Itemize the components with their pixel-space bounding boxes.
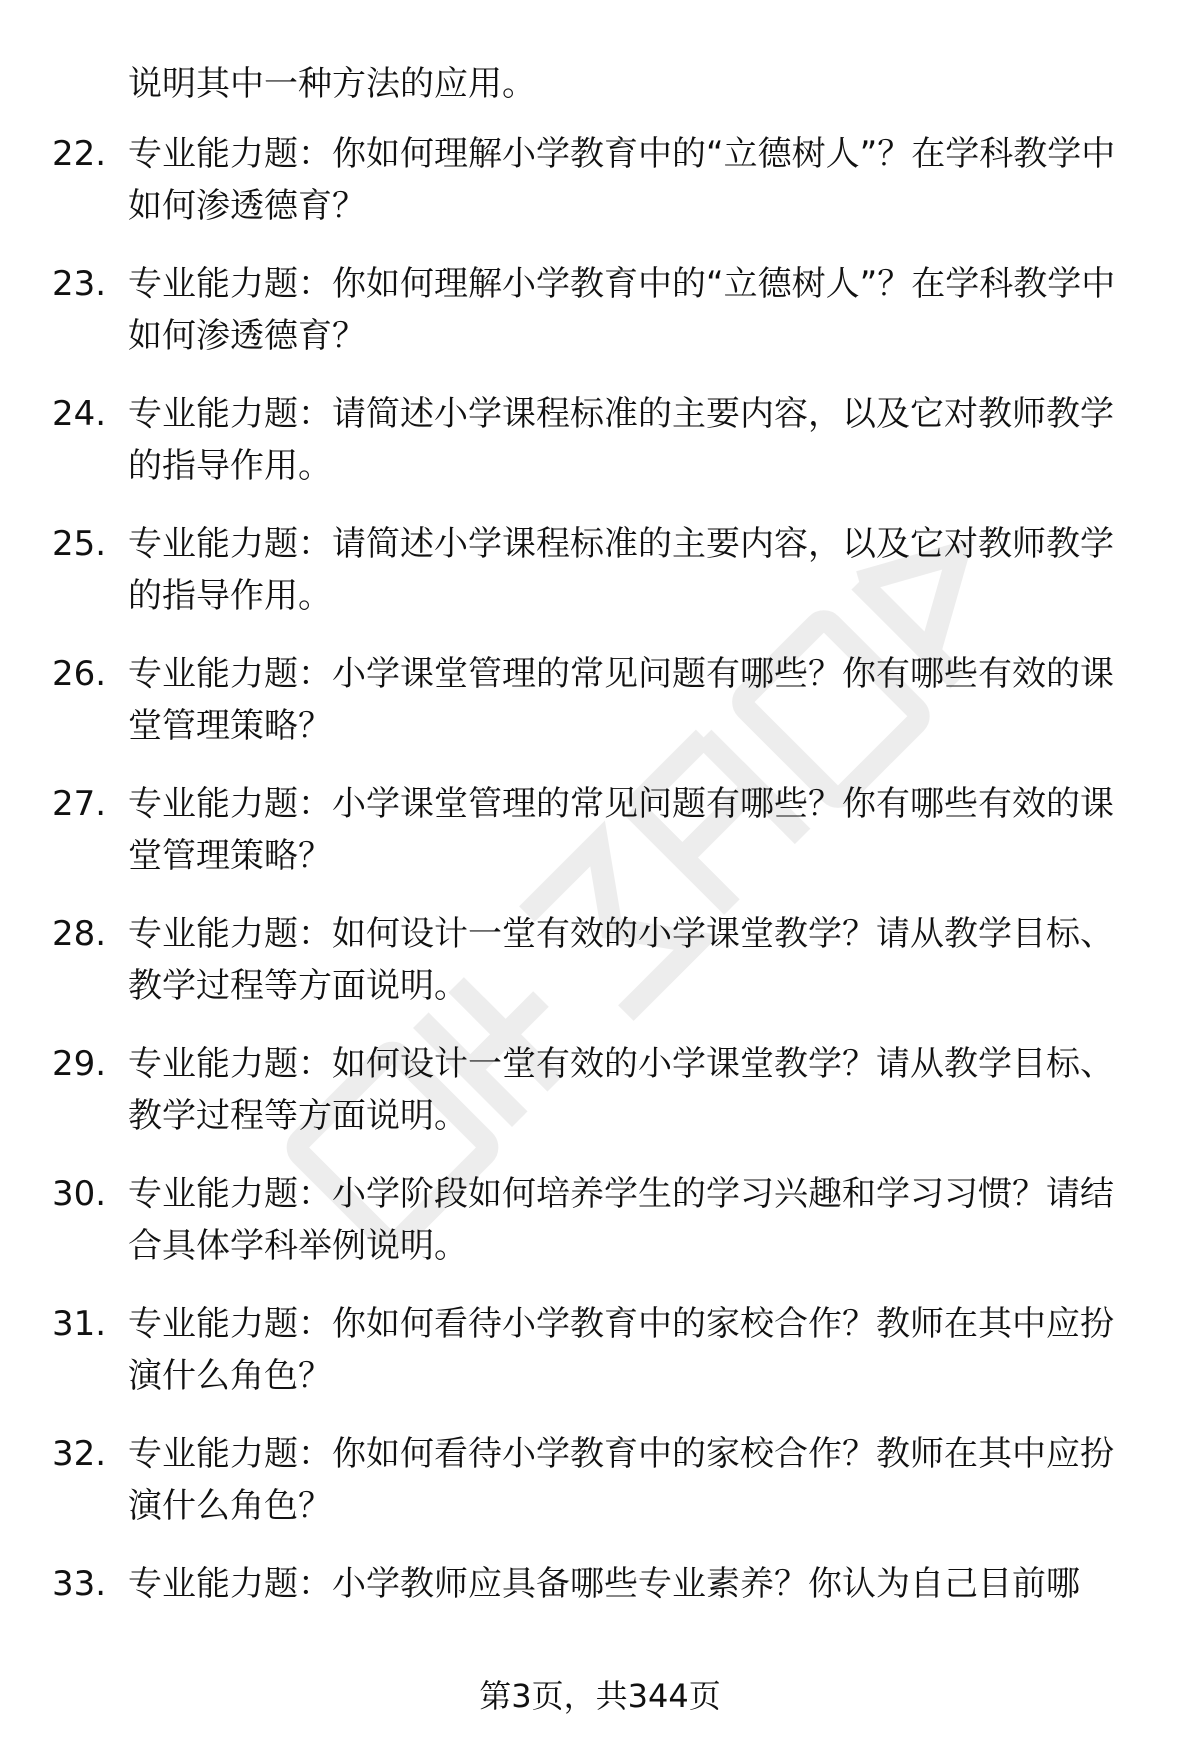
question-number: 27.: [52, 784, 107, 824]
question-number: 23.: [52, 264, 107, 304]
question-text: 专业能力题：你如何理解小学教育中的“立德树人”？在学科教学中如何渗透德育？: [128, 264, 1116, 356]
question-number: 33.: [52, 1564, 107, 1604]
page-footer: 第3页，共344页: [479, 1677, 721, 1715]
question-text: 专业能力题：你如何看待小学教育中的家校合作？教师在其中应扮演什么角色？: [128, 1434, 1114, 1526]
continuation-text: 说明其中一种方法的应用。: [128, 64, 536, 104]
question-number: 25.: [52, 524, 107, 564]
question-number: 29.: [52, 1044, 107, 1084]
question-number: 26.: [52, 654, 107, 694]
question-text: 专业能力题：你如何看待小学教育中的家校合作？教师在其中应扮演什么角色？: [128, 1304, 1114, 1396]
question-text: 专业能力题：如何设计一堂有效的小学课堂教学？请从教学目标、教学过程等方面说明。: [128, 1044, 1114, 1136]
question-number: 24.: [52, 394, 107, 434]
question-number: 28.: [52, 914, 107, 954]
question-text: 专业能力题：小学课堂管理的常见问题有哪些？你有哪些有效的课堂管理策略？: [128, 784, 1114, 876]
question-text: 专业能力题：如何设计一堂有效的小学课堂教学？请从教学目标、教学过程等方面说明。: [128, 914, 1114, 1006]
question-text: 专业能力题：请简述小学课程标准的主要内容，以及它对教师教学的指导作用。: [128, 524, 1114, 616]
question-text: 专业能力题：请简述小学课程标准的主要内容，以及它对教师教学的指导作用。: [128, 394, 1114, 486]
question-number: 30.: [52, 1174, 107, 1214]
question-text: 专业能力题：小学课堂管理的常见问题有哪些？你有哪些有效的课堂管理策略？: [128, 654, 1114, 746]
question-number: 22.: [52, 134, 107, 174]
question-number: 31.: [52, 1304, 107, 1344]
question-text: 专业能力题：小学阶段如何培养学生的学习兴趣和学习习惯？请结合具体学科举例说明。: [128, 1174, 1114, 1266]
question-number: 32.: [52, 1434, 107, 1474]
question-text: 专业能力题：你如何理解小学教育中的“立德树人”？在学科教学中如何渗透德育？: [128, 134, 1116, 226]
question-text: 专业能力题：小学教师应具备哪些专业素养？你认为自己目前哪: [128, 1564, 1080, 1604]
